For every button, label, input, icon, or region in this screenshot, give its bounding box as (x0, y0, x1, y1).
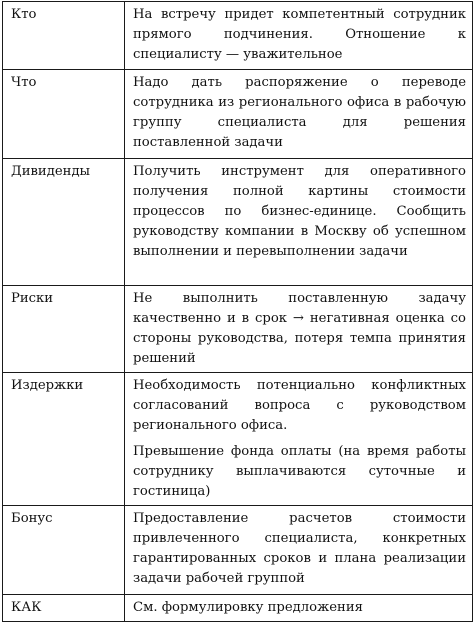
row-label: Риски (3, 286, 125, 373)
row-content (125, 373, 473, 506)
row-text: Превышение фонда оплаты (на время работы сотруднику выплачиваются суточные и гостиница) (133, 444, 466, 499)
row-text: Получить инструмент для оперативного получения полной картины стоимости процессов по бизнес-единице. Сообщить руководству компании в Москву об успешном выполнении и перевыполнении задачи (133, 164, 466, 259)
row-content (125, 506, 473, 595)
row-label: Что (3, 70, 125, 159)
row-text: Предоставление расчетов стоимости привлеченного специалиста, конкретных гарантированных сроков и плана реализации задачи рабочей группой (133, 511, 466, 586)
row-label: Издержки (3, 373, 125, 506)
table-row (3, 506, 473, 595)
proposal-table (2, 1, 473, 622)
table-row (3, 2, 473, 70)
row-content (125, 159, 473, 286)
row-text: На встречу придет компетентный сотрудник прямого подчинения. Отношение к специалисту — уважительное (133, 7, 466, 62)
row-text: Надо дать распоряжение о переводе сотрудника из регионального офиса в рабочую группу специалиста для решения поставленной задачи (133, 75, 466, 150)
table-row (3, 373, 473, 506)
row-content (125, 286, 473, 373)
row-label: Кто (3, 2, 125, 70)
row-text: Не выполнить поставленную задачу качественно и в срок → негативная оценка со стороны руководства, потеря темпа принятия решений (133, 291, 466, 366)
row-text: Необходимость потенциально конфликтных согласований вопроса с руководством регионального офиса. (133, 378, 466, 433)
row-label: Дивиденды (3, 159, 125, 286)
table-row (3, 159, 473, 286)
row-text: См. формулировку предложения (133, 600, 363, 615)
row-content (125, 70, 473, 159)
table-row (3, 595, 473, 622)
row-label: КАК (3, 595, 125, 622)
table-row (3, 286, 473, 373)
table-row (3, 70, 473, 159)
row-content (125, 595, 473, 622)
row-label: Бонус (3, 506, 125, 595)
row-content (125, 2, 473, 70)
